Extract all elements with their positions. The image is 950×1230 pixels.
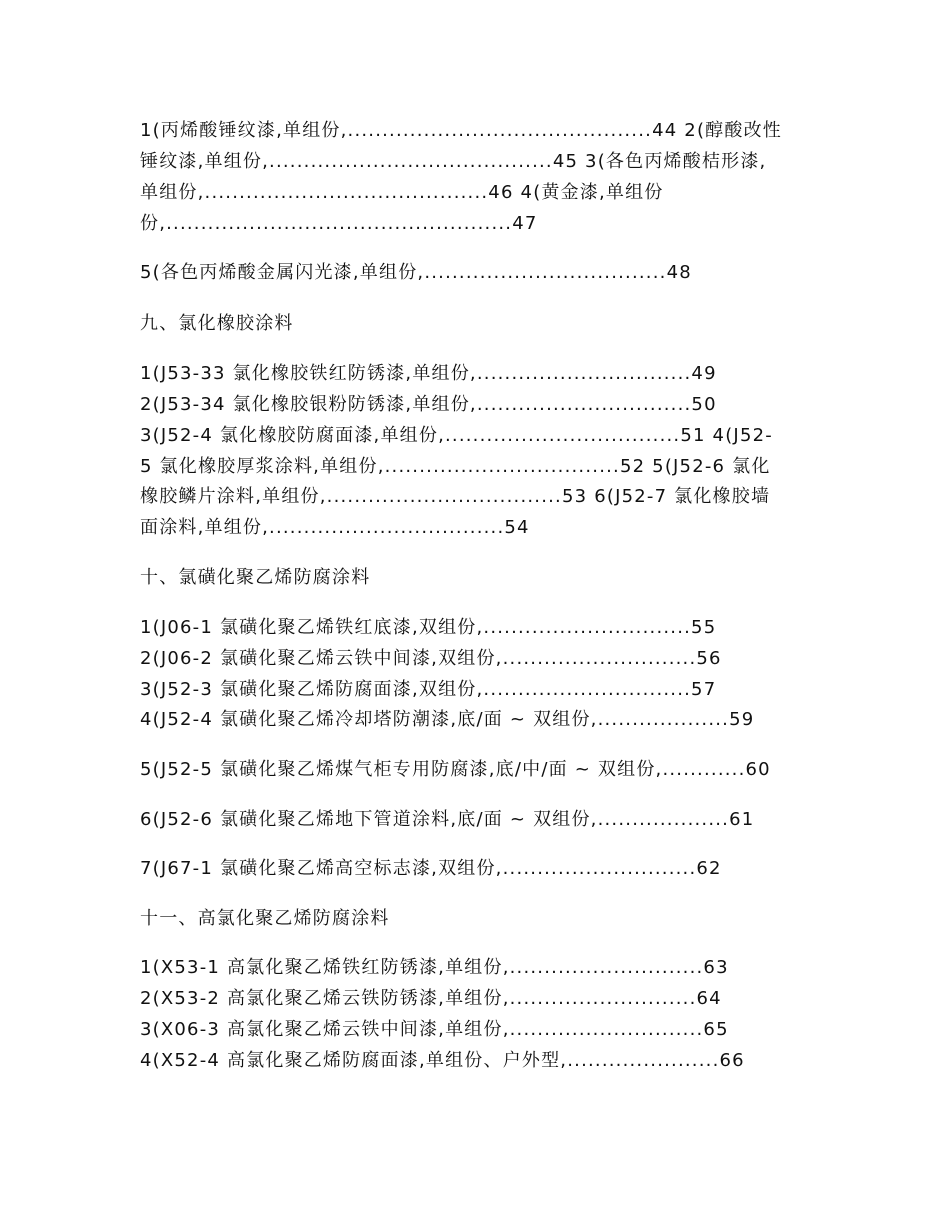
toc-entry: 橡胶鳞片涂料,单组份,..................................53 6(J52-7 氯化橡胶墙 [140, 486, 771, 507]
toc-entry: 面涂料,单组份,..................................54 [140, 517, 530, 538]
toc-entry: 6(J52-6 氯磺化聚乙烯地下管道涂料,底/面 ~ 双组份,...................61 [140, 809, 755, 830]
toc-entry: 1(J06-1 氯磺化聚乙烯铁红底漆,双组份,..............................55 [140, 617, 717, 638]
toc-entry: 锤纹漆,单组份,.........................................45 3(各色丙烯酸桔形漆, [140, 151, 767, 172]
toc-entry: 2(J06-2 氯磺化聚乙烯云铁中间漆,双组份,............................56 [140, 648, 722, 669]
section-heading: 十一、高氯化聚乙烯防腐涂料 [140, 908, 390, 929]
toc-entry: 4(X52-4 高氯化聚乙烯防腐面漆,单组份、户外型,......................66 [140, 1050, 745, 1071]
toc-entry: 2(X53-2 高氯化聚乙烯云铁防锈漆,单组份,...........................64 [140, 988, 722, 1009]
toc-entry: 1(X53-1 高氯化聚乙烯铁红防锈漆,单组份,............................63 [140, 957, 729, 978]
toc-entry: 5 氯化橡胶厚浆涂料,单组份,..................................52 5(J52-6 氯化 [140, 456, 771, 477]
toc-entry: 单组份,.........................................46 4(黄金漆,单组份 [140, 182, 664, 203]
toc-entry: 1(丙烯酸锤纹漆,单组份,............................................44 2(醇酸改性 [140, 120, 782, 141]
toc-entry: 2(J53-34 氯化橡胶银粉防锈漆,单组份,...............................50 [140, 394, 717, 415]
toc-entry: 5(J52-5 氯磺化聚乙烯煤气柜专用防腐漆,底/中/面 ~ 双组份,............60 [140, 759, 771, 780]
section-heading: 九、氯化橡胶涂料 [140, 313, 294, 334]
toc-entry: 4(J52-4 氯磺化聚乙烯冷却塔防潮漆,底/面 ~ 双组份,...................59 [140, 709, 755, 730]
toc-entry: 3(J52-4 氯化橡胶防腐面漆,单组份,..................................51 4(J52- [140, 425, 773, 446]
toc-entry: 3(J52-3 氯磺化聚乙烯防腐面漆,双组份,..............................57 [140, 679, 717, 700]
toc-entry: 1(J53-33 氯化橡胶铁红防锈漆,单组份,...............................49 [140, 363, 717, 384]
toc-entry: 份,..................................................47 [140, 213, 538, 234]
toc-entry: 3(X06-3 高氯化聚乙烯云铁中间漆,单组份,............................65 [140, 1019, 729, 1040]
toc-entry: 7(J67-1 氯磺化聚乙烯高空标志漆,双组份,............................62 [140, 858, 722, 879]
section-heading: 十、氯磺化聚乙烯防腐涂料 [140, 567, 371, 588]
toc-entry: 5(各色丙烯酸金属闪光漆,单组份,...................................48 [140, 262, 692, 283]
